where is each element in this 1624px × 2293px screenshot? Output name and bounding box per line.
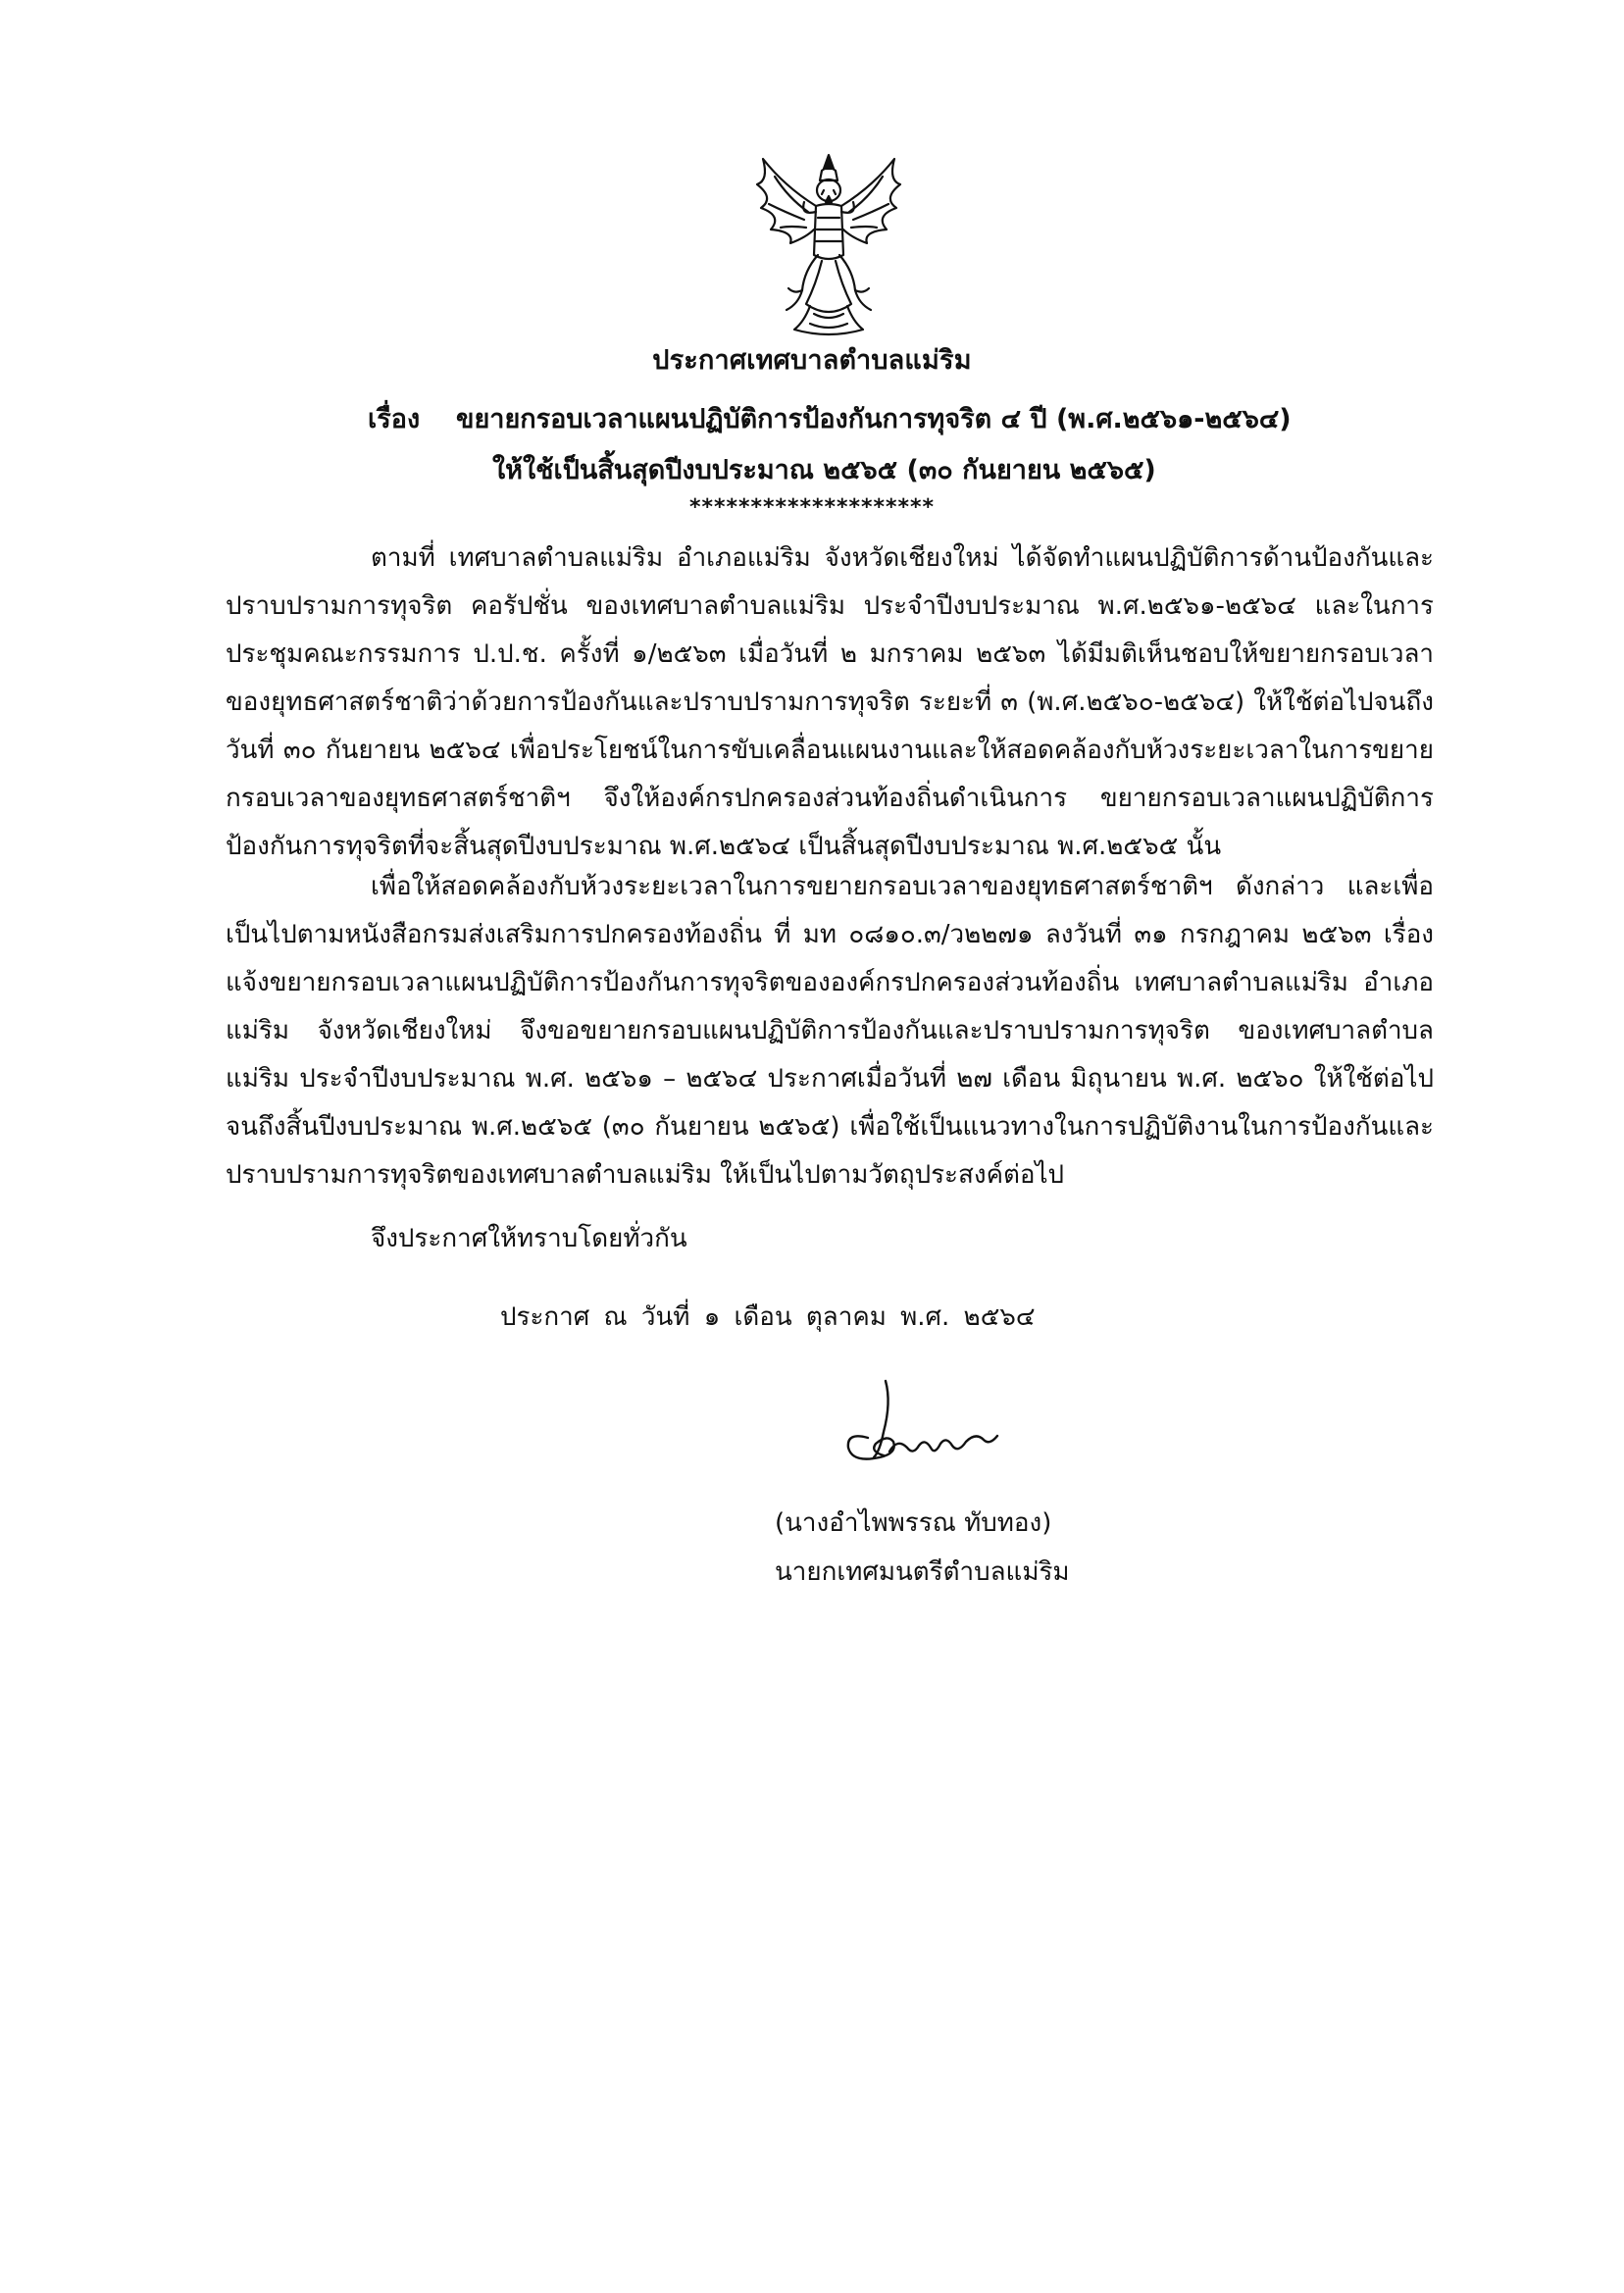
announcement-date: ประกาศ ณ วันที่ ๑ เดือน ตุลาคม พ.ศ. ๒๕๖๔: [500, 1302, 1036, 1332]
subject-line-1: ขยายกรอบเวลาแผนปฏิบัติการป้องกันการทุจริต ๔ ปี (พ.ศ.๒๕๖๑-๒๕๖๔): [456, 404, 1292, 434]
signer-title: นายกเทศมนตรีตำบลแม่ริม: [775, 1557, 1070, 1587]
signer-name: (นางอำไพพรรณ ทับทอง): [775, 1508, 1052, 1538]
body-paragraph-1: ตามที่ เทศบาลตำบลแม่ริม อำเภอแม่ริม จังหวัดเชียงใหม่ ได้จัดทำแผนปฏิบัติการด้านป้องกันและปราบปรามการทุจริต คอรัปชั่น ของเทศบาลตำบลแม่ริม ประจำปีงบประมาณ พ.ศ.๒๕๖๑-๒๕๖๔ และในการประชุมคณะกรรมการ ป.ป.ช. ครั้งที่ ๑/๒๕๖๓ เมื่อวันที่ ๒ มกราคม ๒๕๖๓ ได้มีมติเห็นชอบให้ขยายกรอบเวลาของยุทธศาสตร์ชาติว่าด้วยการป้องกันและปราบปรามการทุจริต ระยะที่ ๓ (พ.ศ.๒๕๖๐-๒๕๖๔) ให้ใช้ต่อไปจนถึงวันที่ ๓๐ กันยายน ๒๕๖๔ เพื่อประโยชน์ในการขับเคลื่อนแผนงานและให้สอดคล้องกับห้วงระยะเวลาในการขยายกรอบเวลาของยุทธศาสตร์ชาติฯ จึงให้องค์กรปกครองส่วนท้องถิ่นดำเนินการ ขยายกรอบเวลาแผนปฏิบัติการป้องกันการทุจริตที่จะสิ้นสุดปีงบประมาณ พ.ศ.๒๕๖๔ เป็นสิ้นสุดปีงบประมาณ พ.ศ.๒๕๖๕ นั้น: [226, 543, 1434, 861]
body-paragraph-2: เพื่อให้สอดคล้องกับห้วงระยะเวลาในการขยายกรอบเวลาของยุทธศาสตร์ชาติฯ ดังกล่าว และเพื่อเป็นไปตามหนังสือกรมส่งเสริมการปกครองท้องถิ่น ที่ มท ๐๘๑๐.๓/ว๒๒๗๑ ลงวันที่ ๓๑ กรกฎาคม ๒๕๖๓ เรื่อง แจ้งขยายกรอบเวลาแผนปฏิบัติการป้องกันการทุจริตขององค์กรปกครองส่วนท้องถิ่น เทศบาลตำบลแม่ริม อำเภอแม่ริม จังหวัดเชียงใหม่ จึงขอขยายกรอบแผนปฏิบัติการป้องกันและปราบปรามการทุจริต ของเทศบาลตำบลแม่ริม ประจำปีงบประมาณ พ.ศ. ๒๕๖๑ – ๒๕๖๔ ประกาศเมื่อวันที่ ๒๗ เดือน มิถุนายน พ.ศ. ๒๕๖๐ ให้ใช้ต่อไปจนถึงสิ้นปีงบประมาณ พ.ศ.๒๕๖๕ (๓๐ กันยายน ๒๕๖๕) เพื่อใช้เป็นแนวทางในการปฏิบัติงานในการป้องกันและปราบปรามการทุจริตของเทศบาลตำบลแม่ริม ให้เป็นไปตามวัตถุประสงค์ต่อไป: [226, 872, 1434, 1190]
title-separator: ********************: [688, 495, 936, 520]
document-title: ประกาศเทศบาลตำบลแม่ริม: [652, 345, 972, 376]
garuda-emblem-icon: [745, 147, 912, 343]
subject-line-2: ให้ใช้เป็นสิ้นสุดปีงบประมาณ ๒๕๖๕ (๓๐ กันยายน ๒๕๖๕): [492, 455, 1156, 485]
handwritten-signature-icon: [829, 1373, 1025, 1481]
subject-label: เรื่อง: [368, 404, 421, 434]
closing-statement: จึงประกาศให้ทราบโดยทั่วกัน: [371, 1224, 687, 1253]
